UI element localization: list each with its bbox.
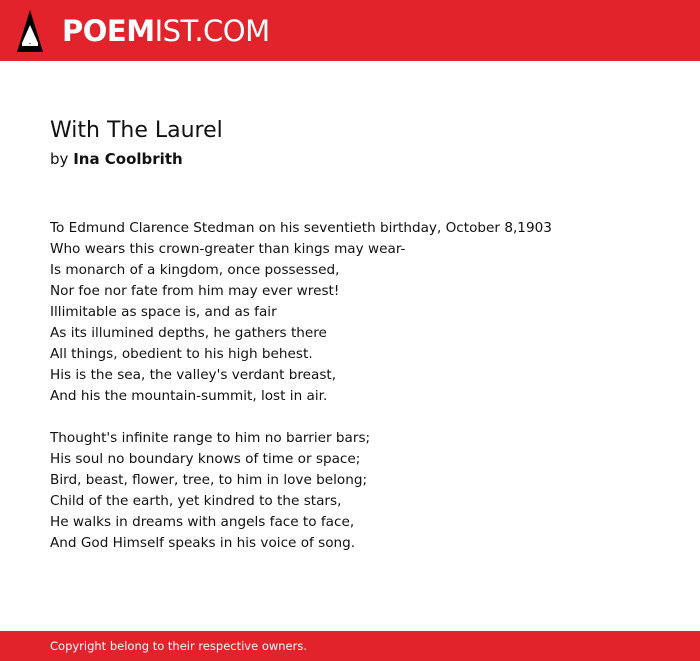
poem-line: His soul no boundary knows of time or space; — [50, 451, 361, 467]
poem-title: With The Laurel — [50, 118, 223, 143]
poem-line: Bird, beast, flower, tree, to him in love belong; — [50, 472, 368, 488]
poem-line: As its illumined depths, he gathers there — [50, 325, 327, 341]
site-header — [0, 0, 700, 61]
poem-line: And God Himself speaks in his voice of song. — [50, 535, 356, 551]
site-footer — [0, 631, 700, 661]
poem-line: His is the sea, the valley's verdant breast, — [50, 367, 337, 383]
copyright-notice: Copyright belong to their respective owners. — [50, 639, 308, 653]
poem-line: Child of the earth, yet kindred to the stars, — [50, 493, 342, 509]
poem-line: And his the mountain-summit, lost in air. — [50, 388, 328, 404]
stanza-divider — [50, 407, 670, 428]
poem-line: Illimitable as space is, and as fair — [50, 304, 277, 320]
poem-line: He walks in dreams with angels face to face, — [50, 514, 355, 530]
byline — [50, 148, 183, 170]
site-logo-text[interactable] — [62, 12, 270, 50]
poem-line: Who wears this crown-greater than kings may wear- — [50, 241, 406, 257]
brand-light: IST.COM — [154, 14, 270, 48]
poem-line: Thought's infinite range to him no barrier bars; — [50, 430, 371, 446]
pencil-tip-icon[interactable] — [17, 10, 43, 52]
stanza-2 — [50, 428, 670, 554]
brand-bold: POEM — [62, 14, 155, 48]
poem-line: All things, obedient to his high behest. — [50, 346, 313, 362]
poem-line: To Edmund Clarence Stedman on his seventieth birthday, October 8,1903 — [50, 220, 552, 236]
author-name: Ina Coolbrith — [73, 150, 183, 168]
poem-line: Is monarch of a kingdom, once possessed, — [50, 262, 340, 278]
poem-line: Nor foe nor fate from him may ever wrest! — [50, 283, 340, 299]
by-label: by — [50, 150, 69, 168]
poem-body — [50, 218, 670, 554]
stanza-1 — [50, 218, 670, 407]
